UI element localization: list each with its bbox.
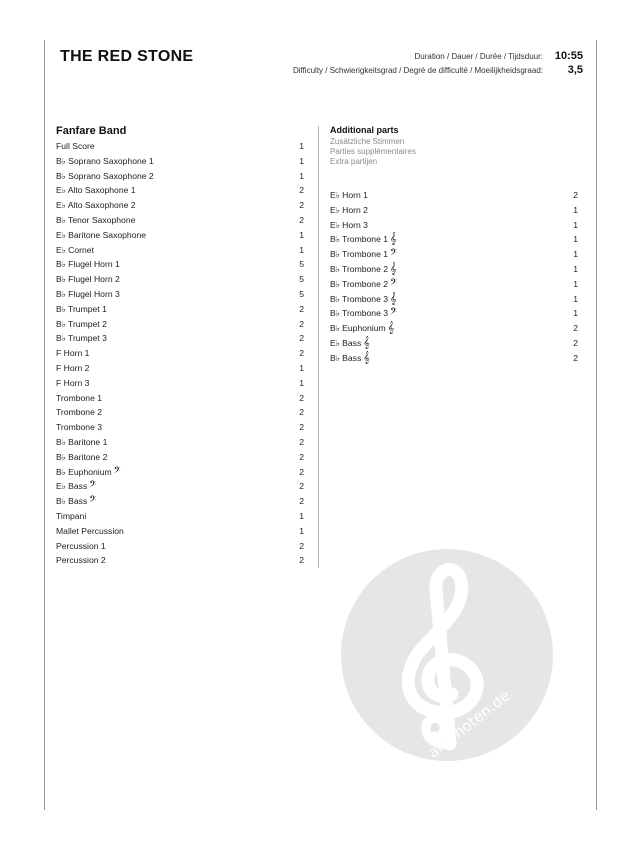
additional-parts-list <box>330 188 578 366</box>
part-count: 1 <box>573 234 578 245</box>
bass-clef-icon: 𝄢 <box>390 306 398 320</box>
fanfare-part-row <box>56 139 304 154</box>
difficulty-label: Difficulty / Schwierigkeitsgrad / Degré de difficulté / Moeilijkheidsgraad: <box>292 66 543 75</box>
part-count: 1 <box>573 293 578 304</box>
additional-parts-heading: Additional parts <box>330 125 399 135</box>
part-count: 2 <box>299 466 304 477</box>
part-count: 1 <box>299 525 304 536</box>
additional-part-row <box>330 306 578 321</box>
duration-value: 10:55 <box>554 50 583 62</box>
part-name: B♭ Euphonium <box>330 323 386 334</box>
part-name: B♭ Trombone 1 <box>330 234 389 245</box>
part-name: Mallet Percussion <box>56 525 124 536</box>
additional-part-row <box>330 292 578 307</box>
part-count: 5 <box>299 259 304 270</box>
fanfare-part-row <box>56 376 304 391</box>
part-name: B♭ Trumpet 3 <box>56 333 107 344</box>
alle-noten-watermark <box>340 548 554 762</box>
fanfare-band-heading: Fanfare Band <box>56 125 127 137</box>
fanfare-part-row <box>56 524 304 539</box>
part-name: B♭ Flugel Horn 1 <box>56 259 120 270</box>
part-count: 2 <box>299 481 304 492</box>
fanfare-part-row <box>56 169 304 184</box>
treble-clef-icon: 𝄞 <box>363 335 370 349</box>
part-count: 2 <box>299 318 304 329</box>
additional-part-row <box>330 218 578 233</box>
part-name: B♭ Tenor Saxophone <box>56 214 136 225</box>
part-name: B♭ Trumpet 1 <box>56 303 107 314</box>
part-name: E♭ Bass <box>56 481 88 492</box>
fanfare-part-row <box>56 228 304 243</box>
bass-clef-icon: 𝄢 <box>113 464 121 478</box>
part-name: B♭ Flugel Horn 3 <box>56 288 120 299</box>
additional-part-row <box>330 247 578 262</box>
part-name: Percussion 1 <box>56 540 106 551</box>
part-name: B♭ Soprano Saxophone 2 <box>56 170 154 181</box>
part-count: 2 <box>299 496 304 507</box>
part-count: 2 <box>573 337 578 348</box>
additional-part-row <box>330 188 578 203</box>
watermark-text: alle-noten.de <box>424 686 514 762</box>
fanfare-part-row <box>56 257 304 272</box>
part-count: 2 <box>299 436 304 447</box>
part-count: 1 <box>299 141 304 151</box>
part-count: 1 <box>573 219 578 230</box>
part-name: E♭ Horn 1 <box>330 190 368 200</box>
part-count: 1 <box>299 244 304 255</box>
piece-title: THE RED STONE <box>60 48 194 65</box>
part-count: 1 <box>573 204 578 215</box>
part-count: 1 <box>573 249 578 260</box>
bass-clef-icon: 𝄢 <box>390 276 398 290</box>
part-name: Trombone 2 <box>56 407 103 418</box>
part-name: F Horn 1 <box>56 348 90 359</box>
fanfare-part-row <box>56 553 304 568</box>
part-name: E♭ Horn 2 <box>330 204 368 215</box>
part-count: 1 <box>573 278 578 289</box>
part-name: E♭ Cornet <box>56 244 94 255</box>
part-count: 5 <box>299 274 304 285</box>
part-count: 1 <box>573 308 578 319</box>
fanfare-part-row <box>56 213 304 228</box>
part-name: E♭ Baritone Saxophone <box>56 229 147 240</box>
part-count: 1 <box>299 155 304 166</box>
additional-subtitle-fr: Parties supplémentaires <box>330 147 416 156</box>
part-name: B♭ Bass <box>330 352 362 363</box>
part-name: E♭ Alto Saxophone 1 <box>56 185 136 196</box>
part-name: B♭ Baritone 1 <box>56 436 108 447</box>
fanfare-part-row <box>56 405 304 420</box>
bass-clef-icon: 𝄢 <box>89 494 97 508</box>
part-count: 2 <box>299 407 304 418</box>
part-count: 1 <box>299 510 304 521</box>
additional-part-row <box>330 203 578 218</box>
part-count: 2 <box>573 323 578 334</box>
part-count: 5 <box>299 288 304 299</box>
part-count: 2 <box>573 190 578 200</box>
part-name: F Horn 3 <box>56 377 90 388</box>
fanfare-part-row <box>56 346 304 361</box>
part-count: 2 <box>299 555 304 566</box>
part-name: E♭ Horn 3 <box>330 219 368 230</box>
fanfare-part-row <box>56 243 304 258</box>
part-count: 2 <box>299 185 304 196</box>
fanfare-parts-list <box>56 139 304 568</box>
additional-part-row <box>330 262 578 277</box>
part-count: 2 <box>299 214 304 225</box>
part-name: B♭ Trombone 3 <box>330 308 389 319</box>
part-count: 2 <box>299 303 304 314</box>
treble-clef-icon: 𝄞 <box>390 232 397 246</box>
additional-part-row <box>330 232 578 247</box>
treble-clef-icon: 𝄞 <box>363 350 370 364</box>
fanfare-part-row <box>56 154 304 169</box>
part-count: 2 <box>299 540 304 551</box>
fanfare-part-row <box>56 272 304 287</box>
fanfare-part-row <box>56 183 304 198</box>
part-name: B♭ Trombone 2 <box>330 263 389 274</box>
part-count: 1 <box>299 229 304 240</box>
fanfare-part-row <box>56 465 304 480</box>
fanfare-part-row <box>56 317 304 332</box>
part-count: 1 <box>573 263 578 274</box>
duration-line <box>414 50 583 62</box>
part-name: B♭ Bass <box>56 496 88 507</box>
fanfare-part-row <box>56 287 304 302</box>
additional-part-row <box>330 321 578 336</box>
additional-subtitle-nl: Extra partijen <box>330 157 378 166</box>
part-name: Percussion 2 <box>56 555 106 566</box>
part-name: Full Score <box>56 141 95 151</box>
fanfare-part-row <box>56 198 304 213</box>
column-divider <box>318 126 319 568</box>
part-name: B♭ Trombone 2 <box>330 278 389 289</box>
part-count: 2 <box>299 333 304 344</box>
part-name: B♭ Trumpet 2 <box>56 318 107 329</box>
fanfare-part-row <box>56 420 304 435</box>
fanfare-part-row <box>56 331 304 346</box>
part-name: Trombone 3 <box>56 422 103 433</box>
fanfare-part-row <box>56 539 304 554</box>
part-name: B♭ Flugel Horn 2 <box>56 274 120 285</box>
fanfare-part-row <box>56 361 304 376</box>
difficulty-line <box>293 64 583 76</box>
part-name: B♭ Trombone 1 <box>330 249 389 260</box>
part-name: B♭ Baritone 2 <box>56 451 108 462</box>
part-count: 1 <box>299 377 304 388</box>
difficulty-value: 3,5 <box>567 64 583 76</box>
treble-clef-icon: 𝄞 <box>390 261 397 275</box>
treble-clef-icon: 𝄞 <box>387 321 395 335</box>
fanfare-part-row <box>56 479 304 494</box>
additional-part-row <box>330 351 578 366</box>
part-count: 1 <box>299 362 304 373</box>
fanfare-band-section <box>56 124 304 568</box>
fanfare-part-row <box>56 450 304 465</box>
part-name: E♭ Bass <box>330 337 362 348</box>
part-count: 2 <box>299 422 304 433</box>
part-name: B♭ Soprano Saxophone 1 <box>56 155 154 166</box>
additional-part-row <box>330 336 578 351</box>
fanfare-part-row <box>56 302 304 317</box>
spacer <box>330 167 578 188</box>
duration-label: Duration / Dauer / Durée / Tijdsduur: <box>414 52 543 61</box>
part-count: 2 <box>299 392 304 403</box>
part-name: E♭ Alto Saxophone 2 <box>56 200 136 211</box>
left-border-rule <box>44 40 45 810</box>
part-name: B♭ Euphonium <box>56 466 112 477</box>
part-name: Trombone 1 <box>56 392 103 403</box>
bass-clef-icon: 𝄢 <box>390 247 398 261</box>
additional-parts-section <box>330 124 578 366</box>
right-border-rule <box>596 40 597 810</box>
part-name: Timpani <box>56 510 87 521</box>
part-count: 2 <box>299 348 304 359</box>
fanfare-part-row <box>56 391 304 406</box>
part-count: 2 <box>299 200 304 211</box>
additional-part-row <box>330 277 578 292</box>
part-name: B♭ Trombone 3 <box>330 293 389 304</box>
fanfare-part-row <box>56 435 304 450</box>
additional-subtitle-de: Zusätzliche Stimmen <box>330 137 405 146</box>
part-name: F Horn 2 <box>56 362 90 373</box>
treble-clef-icon: 𝄞 <box>390 291 397 305</box>
fanfare-part-row <box>56 494 304 509</box>
bass-clef-icon: 𝄢 <box>89 479 97 493</box>
part-count: 1 <box>299 170 304 181</box>
part-count: 2 <box>299 451 304 462</box>
fanfare-part-row <box>56 509 304 524</box>
part-count: 2 <box>573 352 578 363</box>
